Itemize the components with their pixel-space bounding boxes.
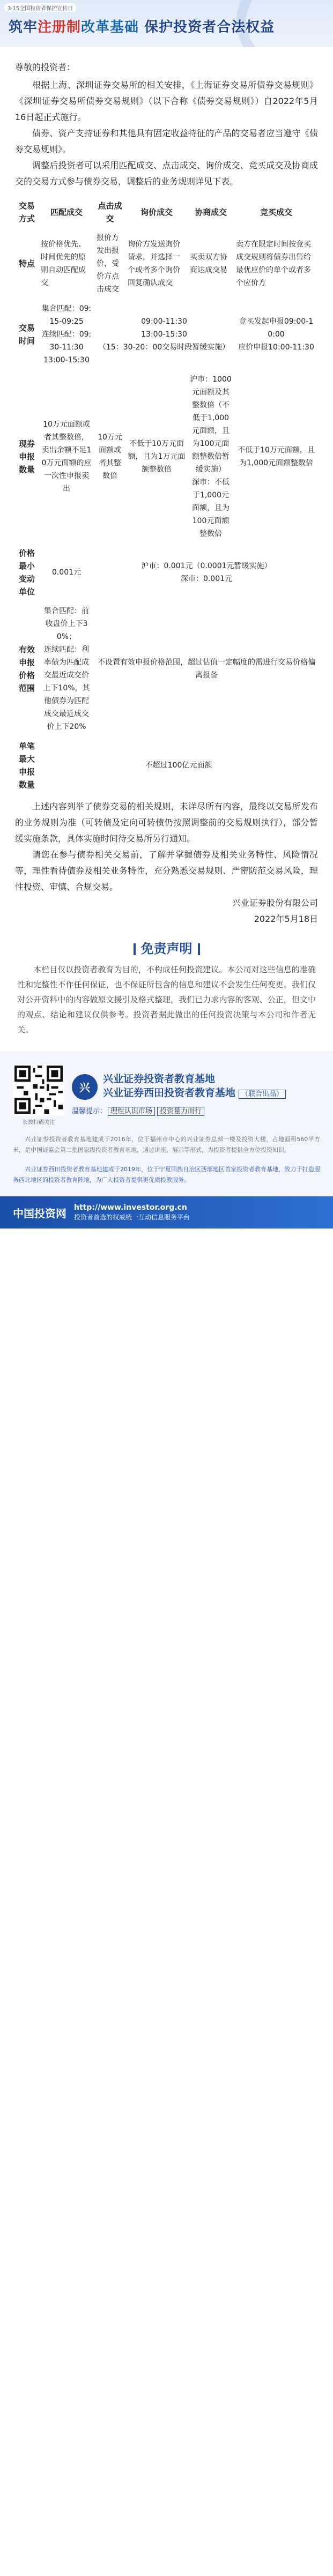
closing-paragraph-2: 请您在参与债券相关交易前，了解并掌握债券及相关业务特性、风险情况等，理性看待债券及相关业务特性，充分熟悉交易规则、严密防范交易风险，理性投资、审慎、合规交易。 bbox=[15, 850, 318, 892]
slogan: 温馨提示： 理性认识市场 投资量力而行 bbox=[72, 1106, 320, 1118]
header-cell: 竞买成交 bbox=[260, 207, 292, 217]
slogan-item: 投资量力而行 bbox=[157, 1107, 204, 1116]
brand-logo-icon: 兴 bbox=[72, 1074, 98, 1100]
paragraph-3: 调整后投资者可以采用匹配成交、点击成交、询价成交、竞买成交及协商成交的交易方式参与债券交易，调整后的业务规则详见下表。 bbox=[15, 160, 318, 187]
table-cell: 10万元面额或者其整数倍，卖出余额不足10万元面额的应一次性申报卖出 bbox=[41, 420, 92, 493]
trading-rules-table bbox=[15, 196, 319, 794]
signature-company: 兴业证券股份有限公司 bbox=[232, 898, 318, 908]
banner-title: 筑牢注册制改革基础 保护投资者合法权益 bbox=[9, 19, 275, 35]
table-cell: 集合匹配：09:15-09:25 连续匹配：09:30-11:30 13:00-15:30 bbox=[41, 304, 92, 364]
slogan-item: 理性认识市场 bbox=[108, 1107, 155, 1116]
signature-date: 2022年5月18日 bbox=[254, 914, 318, 924]
table-cell: 0.001元 bbox=[51, 568, 82, 577]
paragraph-1: 根据上海、深圳证券交易所的相关安排，《上海证券交易所债券交易规则》《深圳证券交易所债券交易规则》（以下合称《债券交易规则》）自2022年5月16日起正式施行。 bbox=[15, 80, 318, 122]
base-intro-2: 兴业证券西田投资者教育基地建成于2019年，位于宁夏回族自治区西部地区首家投资者教育基地，致力于打造服务西北地区的投资者教育阵地，为广大投资者提供更优质投教服务。 bbox=[13, 1166, 320, 1183]
table-cell: 不设置有效申报价格范围，超过估值一定幅度的需进行交易价格偏离报备 bbox=[98, 658, 315, 680]
joint-tag: （联合出品） bbox=[239, 1090, 286, 1099]
article-content bbox=[0, 47, 333, 927]
table-cell: 沪市：0.001元（0.0001元暂缓实施） 深市：0.001元 bbox=[141, 562, 272, 583]
header-cell: 询价成交 bbox=[140, 207, 173, 217]
table-row bbox=[15, 299, 319, 370]
qr-code-icon[interactable] bbox=[13, 1064, 64, 1115]
footer-top bbox=[13, 1064, 320, 1126]
row-head: 现券申报数量 bbox=[18, 439, 35, 474]
brand-name-1: 兴业证券投资者教育基地 bbox=[103, 1073, 216, 1085]
table-cell: 按价格优先、时间优先的原则自动匹配成交 bbox=[41, 240, 86, 287]
header-banner bbox=[0, 0, 333, 47]
investor-network-info bbox=[74, 1203, 190, 1222]
table-cell: 询价方发送询价请求，并选择一个或者多个询价回复确认成交 bbox=[128, 240, 180, 287]
closing-paragraph-1: 上述内容列举了债券交易的相关规则，未详尽所有内容，最终以交易所发布的业务规则为准（可转债及定向可转债仍按照调整前的交易规则执行），部分暂缓实施条款，具体实施时间待交易所另行通知。 bbox=[15, 801, 318, 844]
disclaimer-text: 本栏目仅以投资者教育为目的，不构成任何投资建议。本公司对这些信息的准确性和完整性不作任何保证，也不保证所包含的信息和建议不会发生任何变更。我们仅对公开资料中的内容做原文援引及格式整理，我们已力求内容的客观、公正，但文中的观点、结论和建议仅供参考。投资者据此做出的任何投资决策与本公司和作者无关。 bbox=[17, 965, 316, 1034]
disclaimer-title: 免责声明 bbox=[0, 938, 333, 957]
header-cell: 点击成交 bbox=[98, 201, 122, 224]
title-bar-right bbox=[198, 943, 200, 955]
row-head: 价格最小变动单位 bbox=[18, 548, 35, 597]
bottom-spacer bbox=[0, 1229, 333, 1309]
table-cell: 不低于10万元面额，且为1,000元面额整数倍 bbox=[238, 446, 315, 467]
investor-network-desc: 投资者首选的权威统一互动信息服务平台 bbox=[74, 1213, 190, 1221]
qr-block bbox=[13, 1064, 64, 1126]
table-cell: 沪市：1000元面额及其整数倍（不低于1,000元面额，且为100元面额整数倍暂缓实施） 深市：不低于1,000元面额，且为100元面额整数倍 bbox=[190, 375, 232, 538]
row-head: 单笔最大申报数量 bbox=[18, 741, 35, 790]
table-row bbox=[15, 370, 319, 544]
greeting: 尊敬的投资者： bbox=[15, 62, 76, 72]
banner-tag: 3·15全国投资者保护宣传日 bbox=[4, 3, 76, 12]
header-cell: 协商成交 bbox=[194, 207, 227, 217]
qr-caption: 长按扫码关注 bbox=[23, 1120, 55, 1126]
investor-network-url[interactable]: http://www.investor.org.cn bbox=[74, 1203, 187, 1212]
brand-names bbox=[103, 1072, 286, 1101]
table-cell: 报价方发出报价，受价方点击成交 bbox=[97, 234, 119, 294]
table-row bbox=[15, 228, 319, 299]
row-head: 有效申报价格范围 bbox=[18, 645, 35, 693]
table-cell: 卖方在限定时间按竞买成交规则将债券出售给最优应价的单个或者多个应价方 bbox=[236, 240, 311, 287]
table-cell: 竞买发起申报09:00-10:00 应价申报10:00-11:30 bbox=[238, 317, 314, 352]
row-head: 交易时间 bbox=[18, 323, 35, 346]
table-row bbox=[15, 736, 319, 794]
table-cell: 集合匹配：前收盘价上下30%； 连续匹配：利率债为匹配成交最近成交价上下10%，其他债券为匹配成交最近成交价上下20% bbox=[43, 607, 90, 731]
base-intro-1: 兴业证券投资者教育基地建成于2016年，位于福州市中心的兴业证券总部一楼及投资大楼，占地面积560平方米，是中国证监会第二批国家级投资者教育基地，通过讲座、展示等形式，为投资者提供全方位投资知识。 bbox=[13, 1136, 320, 1153]
header-cell: 交易方式 bbox=[18, 201, 35, 224]
row-head: 特点 bbox=[18, 259, 35, 269]
table-cell: 不低于10万元面额，且为1万元面额整数倍 bbox=[128, 440, 186, 474]
investor-network-banner[interactable] bbox=[0, 1196, 333, 1229]
brand-name-2: 兴业证券西田投资者教育基地 （联合出品） bbox=[103, 1086, 286, 1101]
table-cell: 买卖双方协商达成交易 bbox=[190, 253, 227, 274]
table-cell: 不超过100亿元面额 bbox=[145, 761, 212, 770]
header-cell: 匹配成交 bbox=[50, 207, 83, 217]
brand-block bbox=[72, 1072, 320, 1118]
footer-card bbox=[0, 1051, 333, 1229]
title-bar-left bbox=[134, 943, 136, 955]
table-header-row bbox=[15, 196, 319, 228]
table-cell: 10万元面额或者其整数倍 bbox=[98, 433, 122, 480]
brand-row bbox=[72, 1072, 320, 1101]
investor-network-logo: 中国投资网 bbox=[13, 1207, 66, 1220]
table-row bbox=[15, 544, 319, 601]
table-row bbox=[15, 601, 319, 736]
paragraph-2: 债券、资产支持证券和其他具有固定收益特征的产品的交易者应当遵守《债券交易规则》。 bbox=[15, 128, 318, 154]
table-cell: 09:00-11:30 13:00-15:30 （15：30-20：00交易时段暂缓实施） bbox=[98, 317, 230, 352]
